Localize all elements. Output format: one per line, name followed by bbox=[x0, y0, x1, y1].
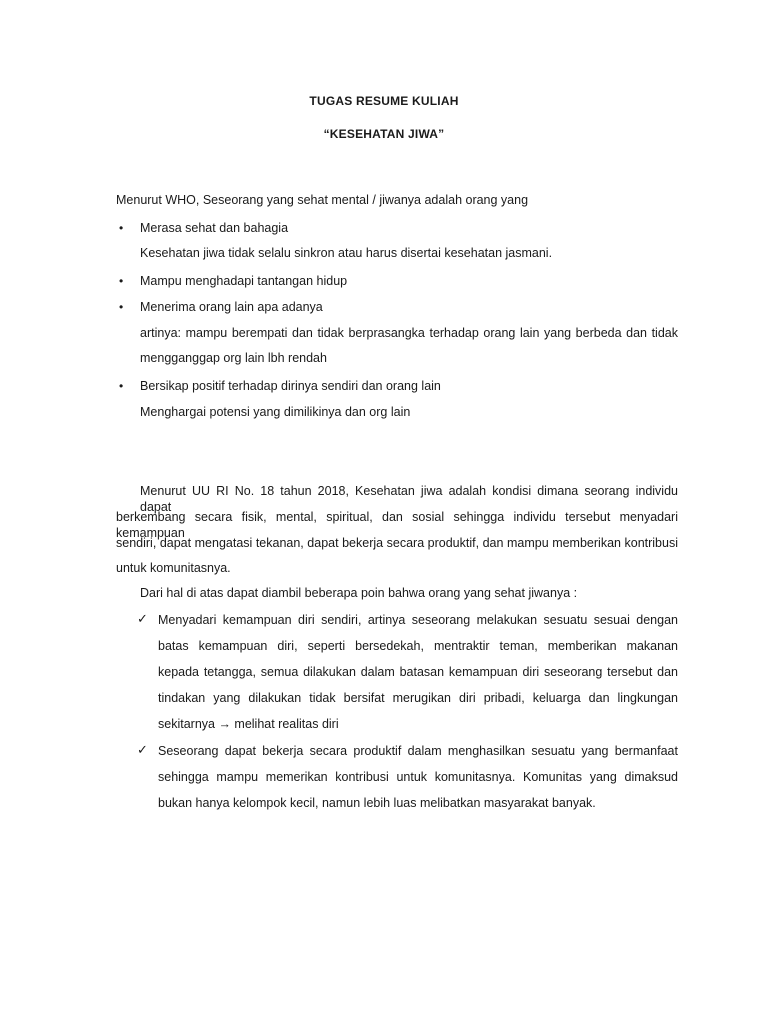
check-item-line: Menyadari kemampuan diri sendiri, artinya seseorang melakukan sesuatu sesuai dengan bbox=[158, 613, 678, 627]
poin-intro: Dari hal di atas dapat diambil beberapa poin bahwa orang yang sehat jiwanya : bbox=[140, 586, 578, 600]
check-item-line: sekitarnya → melihat realitas diri bbox=[158, 717, 339, 731]
check-item-line: kepada tetangga, semua dilakukan dalam batasan kemampuan diri seseorang tersebut dan bbox=[158, 665, 678, 679]
bullet-item: Menerima orang lain apa adanya bbox=[140, 300, 323, 314]
bullet-subtext: mengganggap org lain lbh rendah bbox=[140, 351, 327, 365]
check-item-line: bukan hanya kelompok kecil, namun lebih luas melibatkan masyarakat banyak. bbox=[158, 796, 596, 810]
check-item-line: tindakan yang dilakukan tidak bersifat merugikan diri pribadi, keluarga dan lingkungan bbox=[158, 691, 678, 705]
uu-paragraph-line: sendiri, dapat mengatasi tekanan, dapat bekerja secara produktif, dan mampu memberikan kontribusi bbox=[116, 536, 678, 550]
bullet-marker: • bbox=[119, 379, 124, 393]
uu-paragraph-line: Menurut UU RI No. 18 tahun 2018, Kesehatan jiwa adalah kondisi dimana seorang individu dapat bbox=[140, 484, 678, 514]
bullet-marker: • bbox=[119, 221, 124, 235]
bullet-subtext: Menghargai potensi yang dimilikinya dan org lain bbox=[140, 405, 411, 419]
uu-paragraph-line: untuk komunitasnya. bbox=[116, 561, 231, 575]
checkmark-icon: ✓ bbox=[137, 612, 148, 627]
bullet-marker: • bbox=[119, 274, 124, 288]
bullet-item: Merasa sehat dan bahagia bbox=[140, 221, 289, 235]
check-item-line: sehingga mampu memerikan kontribusi untuk komunitasnya. Komunitas yang dimaksud bbox=[158, 770, 678, 784]
check-item-line: batas kemampuan diri, seperti bersedekah, mentraktir teman, memberikan makanan bbox=[158, 639, 678, 653]
bullet-subtext: artinya: mampu berempati dan tidak berprasangka terhadap orang lain yang berbeda dan tidak bbox=[140, 326, 678, 340]
who-intro: Menurut WHO, Seseorang yang sehat mental / jiwanya adalah orang yang bbox=[116, 193, 529, 207]
check-item-line: Seseorang dapat bekerja secara produktif dalam menghasilkan sesuatu yang bermanfaat bbox=[158, 744, 678, 758]
bullet-subtext: Kesehatan jiwa tidak selalu sinkron atau harus disertai kesehatan jasmani. bbox=[140, 246, 553, 260]
bullet-item: Mampu menghadapi tantangan hidup bbox=[140, 274, 348, 288]
document-subtitle: “KESEHATAN JIWA” bbox=[323, 127, 445, 141]
document-title: TUGAS RESUME KULIAH bbox=[309, 94, 459, 108]
bullet-item: Bersikap positif terhadap dirinya sendiri dan orang lain bbox=[140, 379, 441, 393]
checkmark-icon: ✓ bbox=[137, 743, 148, 758]
bullet-marker: • bbox=[119, 300, 124, 314]
uu-paragraph-line: berkembang secara fisik, mental, spiritual, dan sosial sehingga individu tersebut menyadari kemampuan bbox=[116, 510, 678, 540]
